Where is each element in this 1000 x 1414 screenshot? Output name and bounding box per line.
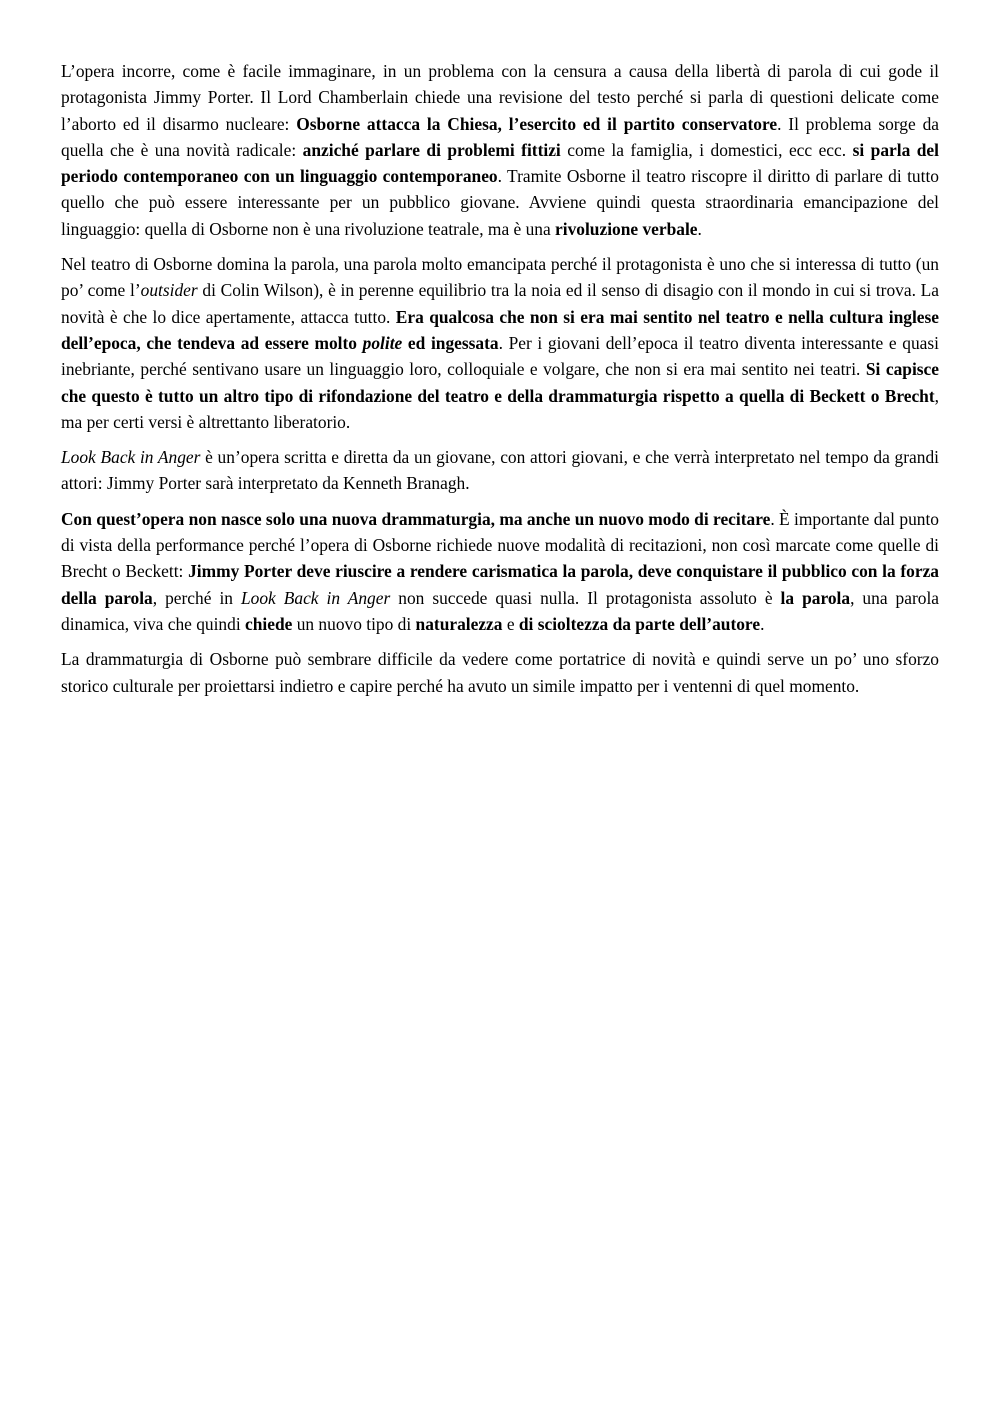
text-run: un nuovo tipo di [292, 613, 416, 634]
text-run: è un’opera scritta e diretta da un giovane, con attori giovani, e che verrà interpretato nel tempo da grandi attori: Jimmy Porter sarà interpretato da Kenneth Branagh. [61, 447, 939, 494]
text-run: non succede quasi nulla. Il protagonista assoluto è [390, 587, 781, 608]
text-run: . Il problema sorge da quella che è una novità radicale: [61, 113, 939, 160]
bold-text: naturalezza [415, 613, 503, 634]
text-run: . [697, 218, 702, 239]
bold-text: di scioltezza da parte dell’autore [518, 613, 761, 634]
text-run: , ma per certi versi è altrettanto liberatorio. [61, 385, 939, 432]
document-page [61, 58, 939, 708]
text-run: di Colin Wilson), è in perenne equilibrio tra la noia ed il senso di disagio con il mondo in cui si trova. La novità è che lo dice apertamente, attacca tutto. [61, 280, 939, 327]
text-run: , una parola dinamica, viva che quindi [61, 587, 939, 634]
bold-text: anziché parlare di problemi fittizi [302, 139, 561, 160]
bold-text: Con quest’opera non nasce solo una nuova drammaturgia, ma anche un nuovo modo di recitare [61, 508, 771, 529]
text-run: . Tramite Osborne il teatro riscopre il diritto di parlare di tutto quello che può essere interessante per un pubblico giovane. Avviene quindi questa straordinaria emancipazione del linguaggio: quella di Osborne non è una rivoluzione teatrale, ma è una [61, 166, 939, 239]
text-run: . [760, 613, 765, 634]
paragraph-censorship [61, 58, 939, 242]
bold-text: chiede [245, 613, 293, 634]
bold-text: Era qualcosa che non si era mai sentito nel teatro e nella cultura inglese dell’epoca, che tendeva ad essere molto [61, 306, 939, 353]
paragraph-osborne-theatre [61, 251, 939, 435]
text-run: Nel teatro di Osborne domina la parola, una parola molto emancipata perché il protagonista è uno che si interessa di tutto (un po’ come l’ [61, 254, 939, 301]
text-run: e [502, 613, 519, 634]
text-run: L’opera incorre, come è facile immaginare, in un problema con la censura a causa della libertà di parola di cui gode il protagonista Jimmy Porter. Il Lord Chamberlain chiede una revisione del testo perché si parla di questioni delicate come l’aborto ed il disarmo nucleare: [61, 61, 939, 134]
bold-text: si parla del periodo contemporaneo con un linguaggio contemporaneo [61, 139, 939, 187]
bold-text: Osborne attacca la Chiesa, l’esercito ed il partito conservatore [296, 113, 778, 134]
text-run: . Per i giovani dell’epoca il teatro diventa interessante e quasi inebriante, perché sentivano usare un linguaggio loro, colloquiale e volgare, che non si era mai sentito nei teatri. [61, 332, 939, 380]
paragraph-new-acting [61, 506, 939, 637]
bold-text: la parola [780, 587, 851, 608]
bold-text: ed ingessata [402, 332, 499, 353]
text-run: . È importante dal punto di vista della performance perché l’opera di Osborne richiede nuove modalità di recitazioni, non così marcate come quelle di Brecht o Beckett: [61, 508, 939, 582]
italic-text: Look Back in Anger [61, 447, 201, 468]
paragraph-look-back-in-anger [61, 444, 939, 497]
italic-text: outsider [140, 280, 198, 301]
text-run: , perché in [152, 587, 241, 608]
italic-text: Look Back in Anger [240, 587, 391, 608]
bold-text: Si capisce che questo è tutto un altro tipo di rifondazione del teatro e della drammaturgia rispetto a quella di Beckett o Brecht [61, 359, 939, 406]
bold-text: Jimmy Porter deve riuscire a rendere carismatica la parola, deve conquistare il pubblico con la forza della parola [61, 561, 939, 608]
text-run: La drammaturgia di Osborne può sembrare difficile da vedere come portatrice di novità e quindi serve un po’ uno sforzo storico culturale per proiettarsi indietro e capire perché ha avuto un simile impatto per i ventenni di quel momento. [61, 649, 939, 696]
bold-text: rivoluzione verbale [555, 218, 698, 239]
text-run: come la famiglia, i domestici, ecc ecc. [560, 139, 853, 160]
bold-italic-text: polite [362, 332, 403, 353]
paragraph-historical-effort [61, 646, 939, 699]
